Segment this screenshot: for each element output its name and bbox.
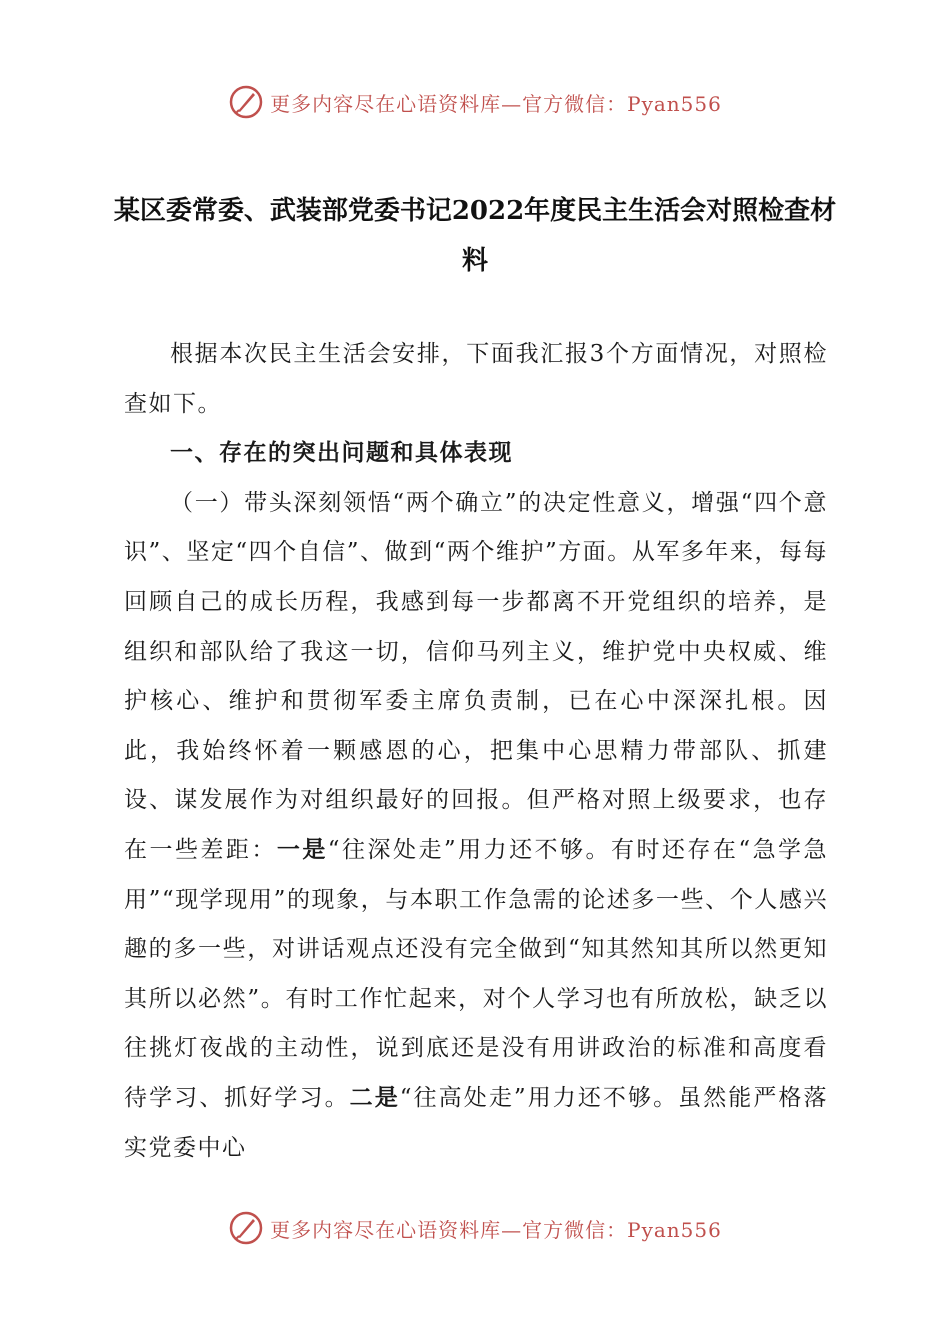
section-heading: 一、存在的突出问题和具体表现 bbox=[170, 440, 513, 467]
quill-pen-circle-icon bbox=[228, 84, 264, 120]
body-paragraph bbox=[124, 479, 828, 1173]
intro-paragraph: 根据本次民主生活会安排，下面我汇报3个方面情况，对照检查如下。 bbox=[124, 341, 828, 417]
document-body bbox=[124, 330, 828, 1173]
watermark-banner-bottom bbox=[0, 1208, 950, 1248]
watermark-text: 更多内容尽在心语资料库—官方微信：Pyan556 bbox=[270, 91, 722, 116]
paragraph-text-part-2: “往深处走”用力还不够。有时还存在“急学急用”“现学现用”的现象，与本职工作急需的论述多一些、个人感兴趣的多一些，对讲话观点还没有完全做到“知其然知其所以然更知其所以必然”。有时工作忙起来，对个人学习也有所放松，缺乏以往挑灯夜战的主动性，说到底还是没有用讲政治的标准和高度看待学习、抓好学习。 bbox=[124, 836, 829, 1111]
point-label-2: 二是 bbox=[349, 1084, 400, 1111]
watermark-text: 更多内容尽在心语资料库—官方微信：Pyan556 bbox=[270, 1217, 722, 1242]
paragraph-text-part-1: （一）带头深刻领悟“两个确立”的决定性意义，增强“四个意识”、坚定“四个自信”、做到“两个维护”方面。从军多年来，每每回顾自己的成长历程，我感到每一步都离不开党组织的培养，是组织和部队给了我这一切，信仰马列主义，维护党中央权威、维护核心、维护和贯彻军委主席负责制，已在心中深深扎根。因此，我始终怀着一颗感恩的心，把集中心思精力带部队、抓建设、谋发展作为对组织最好的回报。但严格对照上级要求，也存在一些差距： bbox=[124, 489, 828, 863]
paragraph-text-part-3: “往高处走”用力还不够。虽然能严格落实党委中心 bbox=[124, 1084, 828, 1161]
point-label-1: 一是 bbox=[276, 836, 328, 863]
watermark-banner-top bbox=[0, 82, 950, 122]
document-title: 某区委常委、武装部党委书记2022年度民主生活会对照检查材料 bbox=[113, 196, 837, 276]
quill-pen-circle-icon bbox=[228, 1210, 264, 1246]
